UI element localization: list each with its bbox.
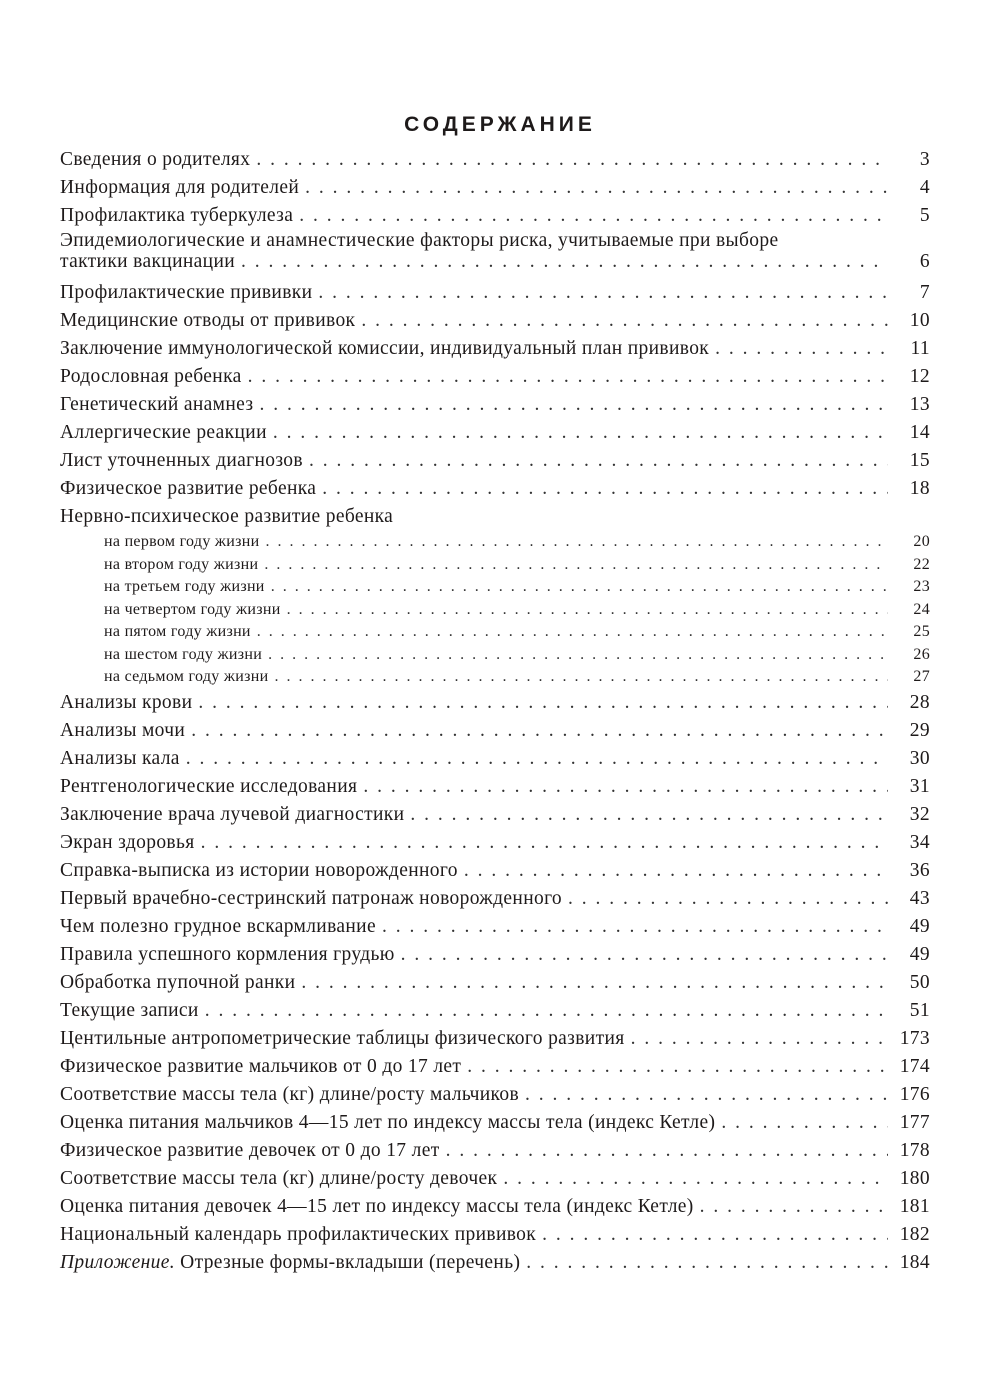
- toc-page-number: 24: [913, 600, 930, 618]
- toc-entry-text: Справка-выписка из истории новорожденного: [60, 859, 458, 881]
- toc-entry-line2: [60, 251, 930, 272]
- toc-entry[interactable]: [60, 745, 930, 773]
- toc-entry-label: [60, 997, 199, 1025]
- toc-entry-label: [60, 1165, 497, 1193]
- dot-leader: [542, 1221, 888, 1249]
- toc-entry[interactable]: [60, 969, 930, 997]
- dot-leader: [322, 475, 888, 503]
- dot-leader: [715, 335, 888, 363]
- toc-page-number: 20: [913, 533, 930, 550]
- toc-page-number: 3: [919, 149, 930, 170]
- toc-entry-text: на первом году жизни: [104, 533, 260, 550]
- toc-entry[interactable]: [60, 829, 930, 857]
- toc-entry-label: [60, 885, 562, 913]
- toc-entry[interactable]: [60, 857, 930, 885]
- toc-entry[interactable]: [60, 599, 930, 622]
- toc-entry-text: Национальный календарь профилактических прививок: [60, 1223, 537, 1245]
- toc-entry-label: [60, 503, 393, 531]
- dot-leader: [410, 801, 888, 829]
- toc-entry-label: [60, 174, 299, 202]
- toc-entry-label: [104, 599, 281, 622]
- toc-entry-label: [60, 1137, 440, 1165]
- toc-entry[interactable]: [60, 621, 930, 644]
- toc-entry-label: [60, 1025, 625, 1053]
- dot-leader: [268, 644, 888, 667]
- toc-page-number: 180: [899, 1167, 930, 1189]
- toc-entry-prefix: Приложение.: [60, 1251, 175, 1273]
- toc-entry[interactable]: [60, 801, 930, 829]
- toc-entry[interactable]: [60, 644, 930, 667]
- toc-entry-label: Эпидемиологические и анамнестические факторы риска, учитываемые при выборе: [60, 230, 779, 251]
- toc-page-number: 50: [909, 971, 930, 993]
- toc-entry-label-continued: тактики вакцинации: [60, 251, 236, 272]
- toc-entry[interactable]: [60, 941, 930, 969]
- toc-page-number: 13: [909, 394, 930, 415]
- toc-entry[interactable]: [60, 717, 930, 745]
- toc-entry-label: [104, 576, 265, 599]
- dot-leader: [700, 1193, 888, 1221]
- toc-entry-label: [60, 419, 267, 447]
- toc-entry[interactable]: [60, 997, 930, 1025]
- toc-entry[interactable]: [60, 773, 930, 801]
- toc-page-number: 14: [909, 422, 930, 443]
- toc-entry-text: Нервно-психическое развитие ребенка: [60, 506, 394, 527]
- toc-page-number: 4: [919, 177, 930, 198]
- toc-page-number: 26: [913, 645, 930, 663]
- dot-leader: [191, 717, 888, 745]
- toc-page-number: 182: [899, 1223, 930, 1245]
- toc-page-number: 15: [909, 450, 930, 471]
- toc-entry-label: [60, 1193, 694, 1221]
- toc-entry-text: Медицинские отводы от прививок: [60, 310, 356, 331]
- toc-entry-label: [60, 447, 303, 475]
- toc-entry-text: Профилактические прививки: [60, 282, 313, 303]
- toc-entry-text: Заключение врача лучевой диагностики: [60, 803, 405, 825]
- toc-entry[interactable]: [60, 1109, 930, 1137]
- dot-leader: [526, 1249, 888, 1277]
- dot-leader: [721, 1109, 888, 1137]
- toc-entry-text: Текущие записи: [60, 999, 199, 1021]
- toc-entry[interactable]: [60, 1053, 930, 1081]
- toc-entry-text: Информация для родителей: [60, 177, 300, 198]
- toc-page-number: 28: [909, 691, 930, 713]
- toc-entry[interactable]: [60, 1081, 930, 1109]
- toc-entry-text: Центильные антропометрические таблицы физического развития: [60, 1027, 625, 1049]
- toc-page-number: 10: [909, 310, 930, 331]
- toc-entry-text: Физическое развитие мальчиков от 0 до 17 лет: [60, 1055, 462, 1077]
- toc-page-number: 7: [919, 282, 930, 303]
- toc-page-number: 5: [919, 205, 930, 226]
- toc-entry-label: [60, 689, 192, 717]
- toc-entry-text: Физическое развитие девочек от 0 до 17 лет: [60, 1139, 440, 1161]
- dot-leader: [318, 279, 888, 307]
- toc-entry[interactable]: [60, 447, 930, 475]
- toc-entry-label: [104, 666, 268, 689]
- toc-entry-label: [60, 307, 355, 335]
- toc-entry-text: Соответствие массы тела (кг) длине/росту мальчиков: [60, 1083, 520, 1105]
- toc-entry-label: [60, 773, 357, 801]
- dot-leader: [273, 419, 888, 447]
- toc-entry-text: Отрезные формы-вкладыши (перечень): [174, 1251, 521, 1273]
- toc-entry-label: [60, 913, 376, 941]
- toc-entry-text: Оценка питания девочек 4—15 лет по индексу массы тела (индекс Кетле): [60, 1195, 694, 1217]
- toc-page-number: 25: [913, 623, 930, 640]
- toc-entry[interactable]: [60, 1249, 930, 1277]
- page-title: СОДЕРЖАНИЕ: [404, 113, 596, 136]
- table-of-contents: [60, 146, 930, 1277]
- toc-entry-label: [60, 1081, 519, 1109]
- toc-entry[interactable]: [60, 174, 930, 202]
- dot-leader: [464, 857, 888, 885]
- dot-leader: [271, 576, 888, 599]
- dot-leader: [257, 621, 888, 644]
- toc-entry-text: Обработка пупочной ранки: [60, 971, 296, 993]
- toc-entry-text: Соответствие массы тела (кг) длине/росту девочек: [60, 1167, 498, 1189]
- toc-entry-label: [60, 857, 458, 885]
- toc-page-number: 29: [909, 719, 930, 741]
- toc-entry-label: [60, 279, 312, 307]
- dot-leader: [446, 1137, 888, 1165]
- toc-entry-label: [60, 335, 709, 363]
- toc-entry[interactable]: [60, 913, 930, 941]
- toc-entry-text: на третьем году жизни: [104, 578, 265, 595]
- toc-entry[interactable]: [60, 1025, 930, 1053]
- toc-page-number: 30: [909, 747, 930, 769]
- toc-entry[interactable]: [60, 1193, 930, 1221]
- dot-leader: [568, 885, 888, 913]
- toc-page-number: 176: [899, 1083, 930, 1105]
- toc-page-number: 31: [909, 775, 930, 797]
- toc-page-number: 34: [909, 831, 930, 853]
- dot-leader: [363, 773, 888, 801]
- toc-entry-label: [60, 146, 250, 174]
- toc-page-number: 18: [909, 478, 930, 499]
- toc-page-number: 22: [913, 555, 930, 573]
- dot-leader: [274, 666, 888, 689]
- toc-entry[interactable]: [60, 1137, 930, 1165]
- toc-entry-label: [60, 202, 293, 230]
- toc-page-number: 32: [909, 803, 930, 825]
- toc-entry-text: на втором году жизни: [104, 555, 259, 573]
- toc-entry-label: [60, 969, 295, 997]
- toc-entry[interactable]: [60, 666, 930, 689]
- toc-entry-text: Рентгенологические исследования: [60, 775, 358, 797]
- toc-page-number: 51: [909, 999, 930, 1021]
- toc-entry-text: на шестом году жизни: [104, 645, 263, 663]
- dot-leader: [186, 745, 888, 773]
- toc-entry-text: на седьмом году жизни: [104, 668, 269, 685]
- toc-page-number: 177: [899, 1111, 930, 1133]
- toc-page-number: 43: [909, 887, 930, 909]
- toc-entry-text: Физическое развитие ребенка: [60, 478, 317, 499]
- toc-entry-text: Анализы мочи: [60, 719, 186, 741]
- toc-entry[interactable]: [60, 363, 930, 391]
- toc-entry-text: Оценка питания мальчиков 4—15 лет по индексу массы тела (индекс Кетле): [60, 1111, 716, 1133]
- toc-page-number: 12: [909, 366, 930, 387]
- toc-entry[interactable]: [60, 279, 930, 307]
- toc-page-number: 173: [899, 1027, 930, 1049]
- toc-entry-text: на пятом году жизни: [104, 623, 251, 640]
- toc-page-number: 49: [909, 943, 930, 965]
- toc-entry-label: [60, 391, 253, 419]
- toc-entry[interactable]: [60, 475, 930, 503]
- dot-leader: [266, 531, 889, 554]
- toc-entry-label: [60, 941, 395, 969]
- toc-entry-text: Экран здоровья: [60, 831, 195, 853]
- toc-entry-label: [60, 1109, 715, 1137]
- dot-leader: [401, 941, 888, 969]
- toc-entry-text: Генетический анамнез: [60, 394, 254, 415]
- dot-leader: [467, 1053, 888, 1081]
- toc-entry-label: [60, 801, 404, 829]
- toc-entry-text: Профилактика туберкулеза: [60, 205, 294, 226]
- toc-entry-text: Анализы кала: [60, 747, 180, 769]
- toc-entry[interactable]: [60, 419, 930, 447]
- toc-entry-label: [104, 621, 251, 644]
- toc-entry[interactable]: [60, 202, 930, 230]
- toc-entry[interactable]: [60, 230, 930, 279]
- toc-entry[interactable]: [60, 307, 930, 335]
- toc-entry-text: Сведения о родителях: [60, 149, 251, 170]
- dot-leader: [201, 829, 888, 857]
- toc-entry[interactable]: [60, 531, 930, 554]
- toc-entry-text: на четвертом году жизни: [104, 600, 281, 618]
- toc-entry[interactable]: [60, 503, 930, 531]
- toc-entry[interactable]: [60, 146, 930, 174]
- toc-entry[interactable]: [60, 1221, 930, 1249]
- toc-entry[interactable]: [60, 689, 930, 717]
- toc-page-number: 6: [919, 251, 930, 272]
- dot-leader: [256, 146, 888, 174]
- toc-entry[interactable]: [60, 391, 930, 419]
- dot-leader: [205, 997, 888, 1025]
- toc-page-number: 36: [909, 859, 930, 881]
- dot-leader: [361, 307, 888, 335]
- toc-entry-text: Лист уточненных диагнозов: [60, 450, 303, 471]
- toc-page-number: 11: [910, 338, 930, 359]
- dot-leader: [248, 363, 888, 391]
- toc-entry-text: Чем полезно грудное вскармливание: [60, 915, 376, 937]
- toc-entry-label: [60, 745, 180, 773]
- toc-entry-label: [104, 644, 262, 667]
- toc-entry-text: Аллергические реакции: [60, 422, 267, 443]
- dot-leader: [287, 599, 888, 622]
- toc-page-number: 49: [909, 915, 930, 937]
- dot-leader: [305, 174, 888, 202]
- toc-page-number: 184: [899, 1251, 930, 1273]
- toc-entry-label: [60, 363, 242, 391]
- toc-entry[interactable]: [60, 554, 930, 577]
- dot-leader: [301, 969, 888, 997]
- dot-leader: [631, 1025, 888, 1053]
- dot-leader: [382, 913, 888, 941]
- toc-entry-label: [60, 1249, 520, 1277]
- toc-page-number: 27: [913, 668, 930, 685]
- toc-entry[interactable]: [60, 576, 930, 599]
- toc-entry-text: Родословная ребенка: [60, 366, 242, 387]
- toc-entry-text: Анализы крови: [60, 691, 193, 713]
- dot-leader: [309, 447, 888, 475]
- toc-entry-label: [60, 1053, 461, 1081]
- dot-leader: [259, 391, 888, 419]
- toc-entry-text: Первый врачебно-сестринский патронаж новорожденного: [60, 887, 563, 909]
- toc-entry-label: [60, 829, 195, 857]
- toc-page-number: 181: [899, 1195, 930, 1217]
- dot-leader: [198, 689, 888, 717]
- toc-entry-label: [104, 531, 260, 554]
- dot-leader: [525, 1081, 888, 1109]
- dot-leader: [503, 1165, 888, 1193]
- toc-entry[interactable]: [60, 885, 930, 913]
- toc-entry-label: [60, 717, 185, 745]
- toc-page-number: 23: [913, 578, 930, 595]
- toc-page-number: 174: [899, 1055, 930, 1077]
- toc-page-number: 178: [899, 1139, 930, 1161]
- dot-leader: [299, 202, 888, 230]
- toc-entry-label: [60, 1221, 536, 1249]
- toc-entry-text: Заключение иммунологической комиссии, индивидуальный план прививок: [60, 338, 710, 359]
- toc-entry-label: [104, 554, 258, 577]
- toc-entry[interactable]: [60, 1165, 930, 1193]
- toc-entry-text: Правила успешного кормления грудью: [60, 943, 395, 965]
- toc-entry-label: [60, 475, 316, 503]
- dot-leader: [264, 554, 888, 577]
- dot-leader: [241, 251, 888, 272]
- toc-entry[interactable]: [60, 335, 930, 363]
